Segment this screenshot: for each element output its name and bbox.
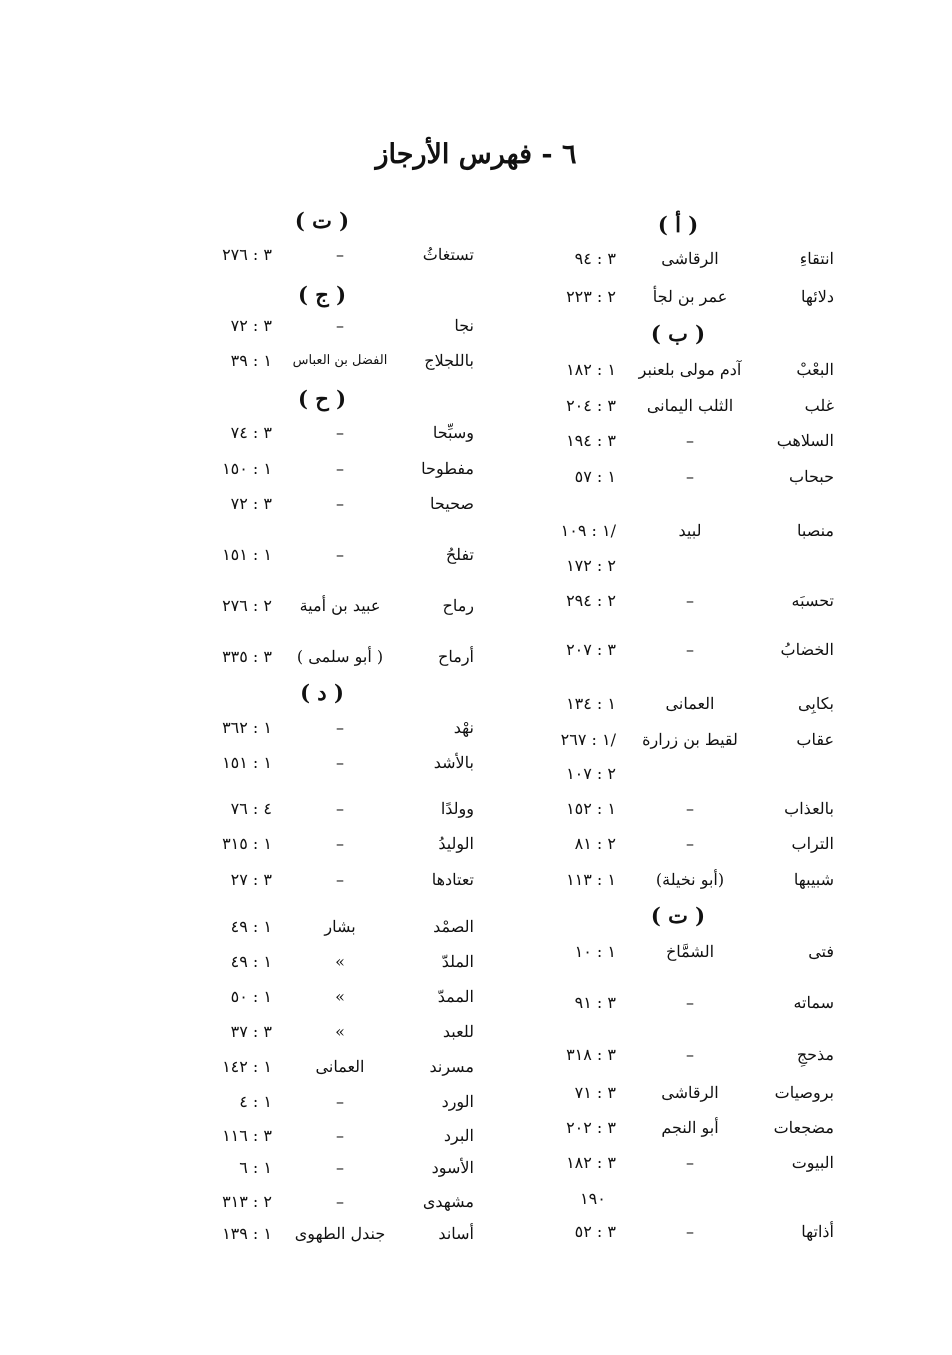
rhyme-word: باللجلاج [424,351,474,370]
volume-page-ref: ٣ : ٧١ [574,1083,616,1102]
volume-page-ref: ٣ : ٧٤ [230,423,272,442]
rhyme-word: البعْبْ [796,360,834,379]
volume-page-ref: ٣ : ٢٠٢ [566,1118,616,1137]
poet-name: الفضل بن العباس [292,353,388,368]
poet-name: عمر بن لجأ [652,287,728,306]
rhyme-word: الخضابُ [780,640,834,659]
volume-page-ref: ٣ : ٧٢ [230,494,272,513]
volume-page-ref: ١ : ١٥٢ [566,799,616,818]
volume-page-ref: ٣ : ١٨٢ [566,1153,616,1172]
rhyme-word: صحيحا [430,494,474,513]
poet-name: جندل الطهوى [294,1224,386,1243]
rhyme-word: بكابِى [798,694,834,713]
poet-name: » [335,1022,345,1041]
poet-name: – [336,459,344,478]
poet-name: العمانى [315,1057,365,1076]
letter-section-header: ( ب ) [650,321,706,346]
rhyme-word: للعبد [442,1022,474,1041]
volume-page-ref: ١ : ١٣٤ [566,694,616,713]
rhyme-word: التراب [791,834,834,853]
rhyme-word: تفلحُ [445,545,474,564]
poet-name: – [336,494,344,513]
volume-page-ref: ١ : ٣٦٢ [222,718,272,737]
rhyme-word: تعتادها [431,870,474,889]
poet-name: – [686,1153,694,1172]
poet-name: – [336,1158,344,1177]
volume-page-ref: ١ : ٢٦٧/ [560,730,616,749]
rhyme-word: فتى [808,942,834,961]
poet-name: – [336,1192,344,1211]
rhyme-word: منصبا [797,521,834,540]
poet-name: – [686,993,694,1012]
volume-page-ref: ١ : ٤ [239,1092,272,1111]
rhyme-word: مفطوحا [421,459,474,478]
poet-name: » [335,952,345,971]
poet-name: أبو النجم [661,1118,719,1137]
volume-page-ref: ٣ : ٩١ [574,993,616,1012]
poet-name: (أبو نخيلة) [655,870,725,889]
poet-name: – [336,870,344,889]
poet-name: » [335,987,345,1006]
volume-page-ref: ٣ : ١٩٤ [566,431,616,450]
volume-page-ref: ٤ : ٧٦ [230,799,272,818]
rhyme-word: انتقاءِ [799,249,834,268]
volume-page-ref: ١ : ٣١٥ [222,834,272,853]
rhyme-word: عقاب [796,730,834,749]
volume-page-ref: ٢ : ١٠٧ [566,764,616,783]
rhyme-word: حبحاب [789,467,834,486]
rhyme-word: بروصيات [774,1083,834,1102]
volume-page-ref: ١ : ١٠٩/ [560,521,616,540]
rhyme-word: الملدّ [441,952,474,971]
poet-name: – [336,316,344,335]
poet-name: – [686,591,694,610]
volume-page-ref: ١ : ١٣٩ [222,1224,272,1243]
letter-section-header: ( ح ) [297,386,347,411]
volume-page-ref: ٢ : ٨١ [574,834,616,853]
poet-name: لقيط بن زرارة [642,730,738,749]
poet-name: عبيد بن أمية [299,596,381,615]
letter-section-header: ( د ) [300,680,344,705]
rhyme-word: البيوت [791,1153,834,1172]
volume-page-ref: ٣ : ٢٠٧ [566,640,616,659]
rhyme-word: رماح [442,596,474,615]
rhyme-word: غلب [804,396,834,415]
rhyme-word: سماته [793,993,834,1012]
letter-section-header: ( ج ) [297,282,347,307]
poet-name: لبيد [678,521,702,540]
volume-page-ref: ١ : ١٠ [574,942,616,961]
rhyme-word: الأسود [431,1158,474,1177]
poet-name: الشمَّاخ [665,942,715,961]
rhyme-word: أرماح [438,647,474,666]
volume-page-ref: ٢ : ٣١٣ [222,1192,272,1211]
poet-name: – [336,834,344,853]
rhyme-word: البرد [443,1126,474,1145]
poet-name: الرقاشى [661,1083,719,1102]
volume-page-ref: ١ : ١٥١ [222,753,272,772]
poet-name: – [686,1045,694,1064]
rhyme-word: أذاتها [801,1222,834,1241]
volume-page-ref: ٣ : ٣٧ [230,1022,272,1041]
poet-name: – [336,1126,344,1145]
poet-name: – [686,834,694,853]
rhyme-word: وسبِّحا [432,423,474,442]
letter-section-header: ( ت ) [650,903,706,928]
rhyme-word: بالأشد [433,753,474,772]
rhyme-word: مسرند [429,1057,474,1076]
poet-name: – [686,799,694,818]
poet-name: – [336,1092,344,1111]
page-title: ٦ - فهرس الأرجاز [375,139,577,170]
poet-name: العمانى [665,694,715,713]
rhyme-word: شبيبها [793,870,834,889]
poet-name: الثلب اليمانى [646,396,734,415]
volume-page-ref: ١ : ١٥٠ [222,459,272,478]
poet-name: – [336,799,344,818]
page-number: ١٩٠ [580,1189,606,1208]
volume-page-ref: ٣ : ٣١٨ [566,1045,616,1064]
poet-name: بشار [324,917,356,936]
volume-page-ref: ٢ : ٢٧٦ [222,596,272,615]
poet-name: – [686,1222,694,1241]
volume-page-ref: ١ : ٦ [239,1158,272,1177]
rhyme-word: الصمْد [433,917,474,936]
rhyme-word: الورد [441,1092,474,1111]
poet-name: – [686,467,694,486]
poet-name: – [336,718,344,737]
volume-page-ref: ٣ : ٣٣٥ [222,647,272,666]
rhyme-word: الممدّ [437,987,474,1006]
volume-page-ref: ١ : ٣٩ [230,351,272,370]
volume-page-ref: ٣ : ٢٧ [230,870,272,889]
rhyme-word: نجا [454,316,474,335]
rhyme-word: السلاهب [776,431,834,450]
poet-name: – [336,545,344,564]
rhyme-word: مذحجِ [796,1045,834,1064]
rhyme-word: بالعذاب [784,799,834,818]
poet-name: – [686,431,694,450]
volume-page-ref: ٣ : ٥٢ [574,1222,616,1241]
letter-section-header: ( ت ) [294,208,350,233]
volume-page-ref: ٢ : ٢٩٤ [566,591,616,610]
letter-section-header: ( أ ) [657,212,699,237]
rhyme-word: أساند [438,1224,474,1243]
rhyme-word: نهْد [453,718,474,737]
volume-page-ref: ٣ : ٢٠٤ [566,396,616,415]
volume-page-ref: ١ : ٥٧ [574,467,616,486]
rhyme-word: دلائها [801,287,834,306]
volume-page-ref: ١ : ١١٣ [566,870,616,889]
rhyme-word: تحسبَه [791,591,834,610]
rhyme-word: تستغاثُ [422,245,474,264]
poet-name: الرقاشى [661,249,719,268]
poet-name: – [336,753,344,772]
poet-name: ( أبو سلمى ) [296,647,384,666]
rhyme-word: الوليدُ [438,834,474,853]
rhyme-word: وولدًا [440,799,474,818]
poet-name: – [686,640,694,659]
poet-name: – [336,423,344,442]
volume-page-ref: ٢ : ١٧٢ [566,556,616,575]
volume-page-ref: ١ : ٤٩ [230,917,272,936]
rhyme-word: مضجعات [773,1118,834,1137]
volume-page-ref: ٣ : ٩٤ [574,249,616,268]
volume-page-ref: ١ : ١٨٢ [566,360,616,379]
volume-page-ref: ١ : ٥٠ [230,987,272,1006]
volume-page-ref: ٢ : ٢٢٣ [566,287,616,306]
poet-name: آدم مولى بلعنبر [638,360,742,379]
volume-page-ref: ١ : ١٥١ [222,545,272,564]
volume-page-ref: ١ : ١٤٢ [222,1057,272,1076]
volume-page-ref: ٣ : ٢٧٦ [222,245,272,264]
poet-name: – [336,245,344,264]
rhyme-word: مشهدى [422,1192,474,1211]
volume-page-ref: ١ : ٤٩ [230,952,272,971]
volume-page-ref: ٣ : ٧٢ [230,316,272,335]
volume-page-ref: ٣ : ١١٦ [222,1126,272,1145]
